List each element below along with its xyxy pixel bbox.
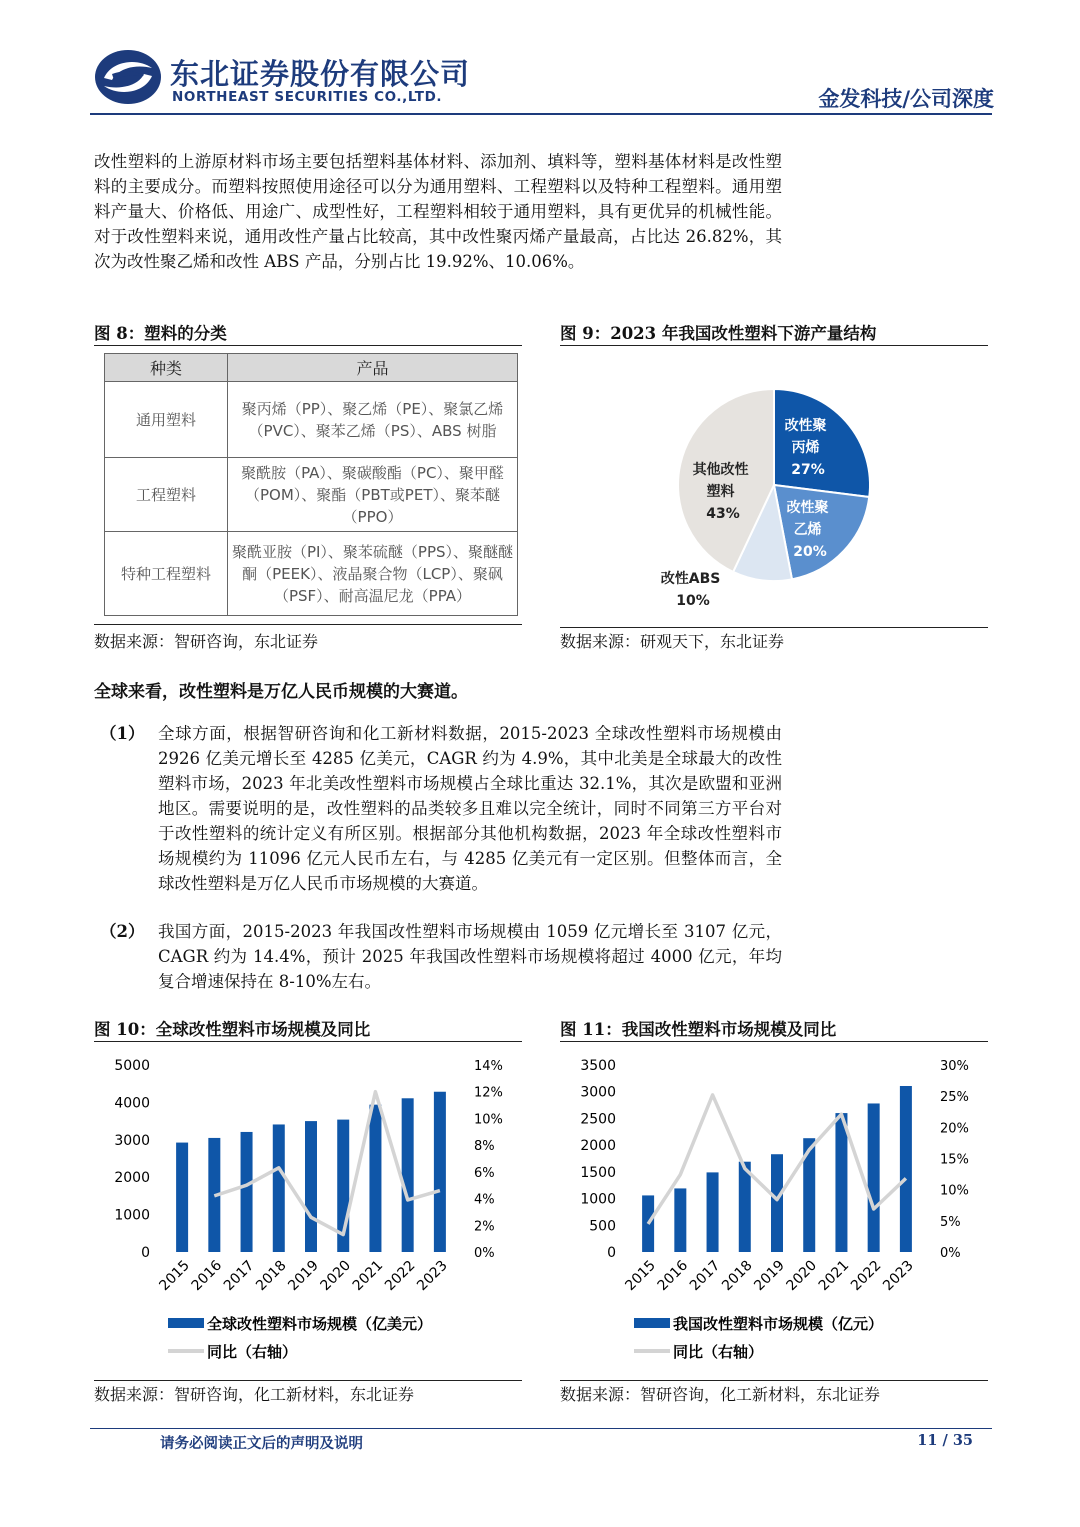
x-axis-label: 2023 (414, 1257, 451, 1295)
x-axis-label: 2018 (719, 1257, 756, 1295)
x-axis-label: 2020 (317, 1257, 355, 1295)
bar (273, 1124, 285, 1252)
left-axis-tick: 0 (607, 1245, 616, 1261)
table-row (105, 532, 518, 616)
list-item (94, 721, 782, 917)
x-axis-label: 2021 (815, 1257, 853, 1295)
footer-disclaimer: 请务必阅读正文后的声明及说明 (160, 1435, 363, 1452)
left-axis-tick: 500 (589, 1218, 616, 1235)
left-axis-tick: 1000 (114, 1207, 150, 1224)
bar (868, 1103, 880, 1252)
table-row (105, 458, 518, 532)
right-axis-tick: 10% (940, 1183, 969, 1199)
left-axis-tick: 5000 (114, 1058, 150, 1074)
table-cell-kind: 通用塑料 (105, 382, 228, 458)
bar (176, 1143, 188, 1252)
left-axis-tick: 1500 (580, 1164, 616, 1181)
x-axis-label: 2018 (253, 1257, 290, 1295)
x-axis-label: 2015 (622, 1257, 659, 1295)
legend-line-label: 同比（右轴） (207, 1343, 298, 1361)
table-row (105, 382, 518, 458)
table-cell-products: 聚酰胺（PA）、聚碳酸酯（PC）、聚甲醛（POM）、聚酯（PBT或PET）、聚苯醚（PPO） (228, 458, 518, 532)
left-axis-tick: 1000 (580, 1191, 616, 1208)
list-item (94, 919, 782, 994)
bar (739, 1162, 751, 1252)
fig8-title: 图 8：塑料的分类 (94, 324, 227, 343)
fig11-combo-chart (560, 1045, 988, 1380)
legend-bar-label: 我国改性塑料市场规模（亿元） (673, 1315, 884, 1333)
fig8-title-rule (94, 345, 522, 346)
x-axis-label: 2017 (686, 1257, 724, 1295)
x-axis-label: 2022 (381, 1257, 419, 1295)
x-axis-label: 2022 (847, 1257, 885, 1295)
table-header-products: 产品 (228, 354, 518, 382)
right-axis-tick: 10% (474, 1112, 503, 1128)
right-axis-tick: 30% (940, 1059, 969, 1074)
x-axis-label: 2017 (220, 1257, 258, 1295)
plastic-classification-table (104, 353, 518, 616)
right-axis-tick: 8% (474, 1139, 495, 1155)
x-axis-label: 2019 (285, 1257, 322, 1295)
page-number: 11 / 35 (917, 1432, 973, 1449)
report-tag: 金发科技/公司深度 (818, 86, 994, 111)
right-axis-tick: 20% (940, 1121, 969, 1137)
pie-label-abs: 改性ABS 10% (660, 571, 721, 609)
left-axis-tick: 3000 (580, 1084, 616, 1101)
right-axis-tick: 25% (940, 1090, 969, 1106)
bar (900, 1086, 912, 1252)
x-axis-label: 2023 (880, 1257, 917, 1295)
pie-label-pp: 改性聚 丙烯 27% (784, 418, 827, 478)
fig11-source-rule (560, 1380, 988, 1381)
legend-bar-swatch (634, 1318, 670, 1328)
fig10-source-rule (94, 1380, 522, 1381)
table-cell-kind: 特种工程塑料 (105, 532, 228, 616)
left-axis-tick: 2500 (580, 1111, 616, 1128)
bar (771, 1154, 783, 1252)
left-axis-tick: 3500 (580, 1058, 616, 1074)
legend-bar-swatch (168, 1318, 204, 1328)
fig8-source-rule (94, 624, 522, 625)
x-axis-label: 2016 (654, 1257, 692, 1295)
fig10-title-rule (94, 1041, 522, 1042)
list-text: 我国方面，2015-2023 年我国改性塑料市场规模由 1059 亿元增长至 3107 亿元，CAGR 约为 14.4%，预计 2025 年我国改性塑料市场规模将超过 4000 亿元，年均复合增速保持在 8-10%左右。 (158, 922, 782, 991)
right-axis-tick: 0% (940, 1246, 961, 1261)
fig9-source-rule (560, 627, 988, 628)
header-divider (90, 113, 992, 115)
right-axis-tick: 0% (474, 1246, 495, 1261)
bar (402, 1098, 414, 1252)
right-axis-tick: 12% (474, 1085, 503, 1101)
pie-label-pe: 改性聚 乙烯 20% (786, 500, 829, 560)
fig11-source: 数据来源：智研咨询，化工新材料，东北证券 (560, 1385, 881, 1404)
bar (305, 1121, 317, 1252)
left-axis-tick: 2000 (114, 1170, 150, 1187)
table-cell-kind: 工程塑料 (105, 458, 228, 532)
right-axis-tick: 2% (474, 1219, 495, 1235)
list-number: （2） (100, 922, 145, 941)
intro-paragraph: 改性塑料的上游原材料市场主要包括塑料基体材料、添加剂、填料等，塑料基体材料是改性塑料的主要成分。而塑料按照使用途径可以分为通用塑料、工程塑料以及特种工程塑料。通用塑料产量大、价格低、用途广、成型性好，工程塑料相较于通用塑料，具有更优异的机械性能。对于改性塑料来说，通用改性产量占比较高，其中改性聚丙烯产量最高，占比达 26.82%，其次为改性聚乙烯和改性 ABS 产品，分别占比 19.92%、10.06%。 (94, 152, 782, 271)
footer-divider (90, 1428, 992, 1429)
x-axis-label: 2020 (783, 1257, 821, 1295)
fig9-title-rule (560, 345, 988, 346)
bar (835, 1113, 847, 1252)
right-axis-tick: 14% (474, 1059, 503, 1074)
bar (434, 1092, 446, 1252)
company-name-cn: 东北证券股份有限公司 (170, 57, 471, 91)
x-axis-label: 2021 (349, 1257, 387, 1295)
legend-bar-label: 全球改性塑料市场规模（亿美元） (207, 1315, 433, 1333)
fig10-source: 数据来源：智研咨询，化工新材料，东北证券 (94, 1385, 415, 1404)
fig10-title: 图 10：全球改性塑料市场规模及同比 (94, 1020, 371, 1039)
bar (369, 1105, 381, 1252)
right-axis-tick: 4% (474, 1192, 495, 1208)
section-statement: 全球来看，改性塑料是万亿人民币规模的大赛道。 (94, 682, 468, 702)
bar (674, 1188, 686, 1252)
fig9-pie-chart (560, 350, 988, 620)
company-logo-icon (94, 48, 162, 106)
table-header-row (105, 354, 518, 382)
x-axis-label: 2016 (188, 1257, 226, 1295)
fig11-title: 图 11：我国改性塑料市场规模及同比 (560, 1020, 837, 1039)
fig11-title-rule (560, 1041, 988, 1042)
table-cell-products: 聚酰亚胺（PI）、聚苯硫醚（PPS）、聚醚醚酮（PEEK）、液晶聚合物（LCP）、聚砜（PSF）、耐高温尼龙（PPA） (228, 532, 518, 616)
fig9-source: 数据来源：研观天下，东北证券 (560, 632, 785, 651)
left-axis-tick: 4000 (114, 1095, 150, 1112)
fig8-source: 数据来源：智研咨询，东北证券 (94, 632, 319, 651)
legend-line-label: 同比（右轴） (673, 1343, 764, 1361)
fig9-title: 图 9：2023 年我国改性塑料下游产量结构 (560, 324, 877, 343)
list-text: 全球方面，根据智研咨询和化工新材料数据，2015-2023 全球改性塑料市场规模由 2926 亿美元增长至 4285 亿美元，CAGR 约为 4.9%，其中北美是全球最大的改性塑料市场，2023 年北美改性塑料市场规模占全球比重达 32.1%，其次是欧盟和亚洲地区。需要说明的是，改性塑料的品类较多且难以完全统计，同时不同第三方平台对于改性塑料的统计定义有所区别。根据部分其他机构数据，2023 年全球改性塑料市场规模约为 11096 亿元人民币左右，与 4285 亿美元有一定区别。但整体而言，全球改性塑料是万亿人民币市场规模的大赛道。 (158, 724, 782, 893)
pie-label-other: 其他改性 塑料 43% (692, 462, 749, 522)
x-axis-label: 2019 (751, 1257, 788, 1295)
company-name-en: NORTHEAST SECURITIES CO.,LTD. (172, 89, 443, 105)
x-axis-label: 2015 (156, 1257, 193, 1295)
bar (241, 1132, 253, 1252)
list-number: （1） (100, 724, 145, 743)
bar (707, 1172, 719, 1252)
table-header-kind: 种类 (105, 354, 228, 382)
right-axis-tick: 6% (474, 1165, 495, 1181)
left-axis-tick: 2000 (580, 1138, 616, 1155)
right-axis-tick: 15% (940, 1152, 969, 1168)
fig10-combo-chart (94, 1045, 522, 1380)
table-cell-products: 聚丙烯（PP）、聚乙烯（PE）、聚氯乙烯（PVC）、聚苯乙烯（PS）、ABS 树脂 (228, 382, 518, 458)
left-axis-tick: 3000 (114, 1132, 150, 1149)
left-axis-tick: 0 (141, 1245, 150, 1261)
right-axis-tick: 5% (940, 1214, 961, 1230)
